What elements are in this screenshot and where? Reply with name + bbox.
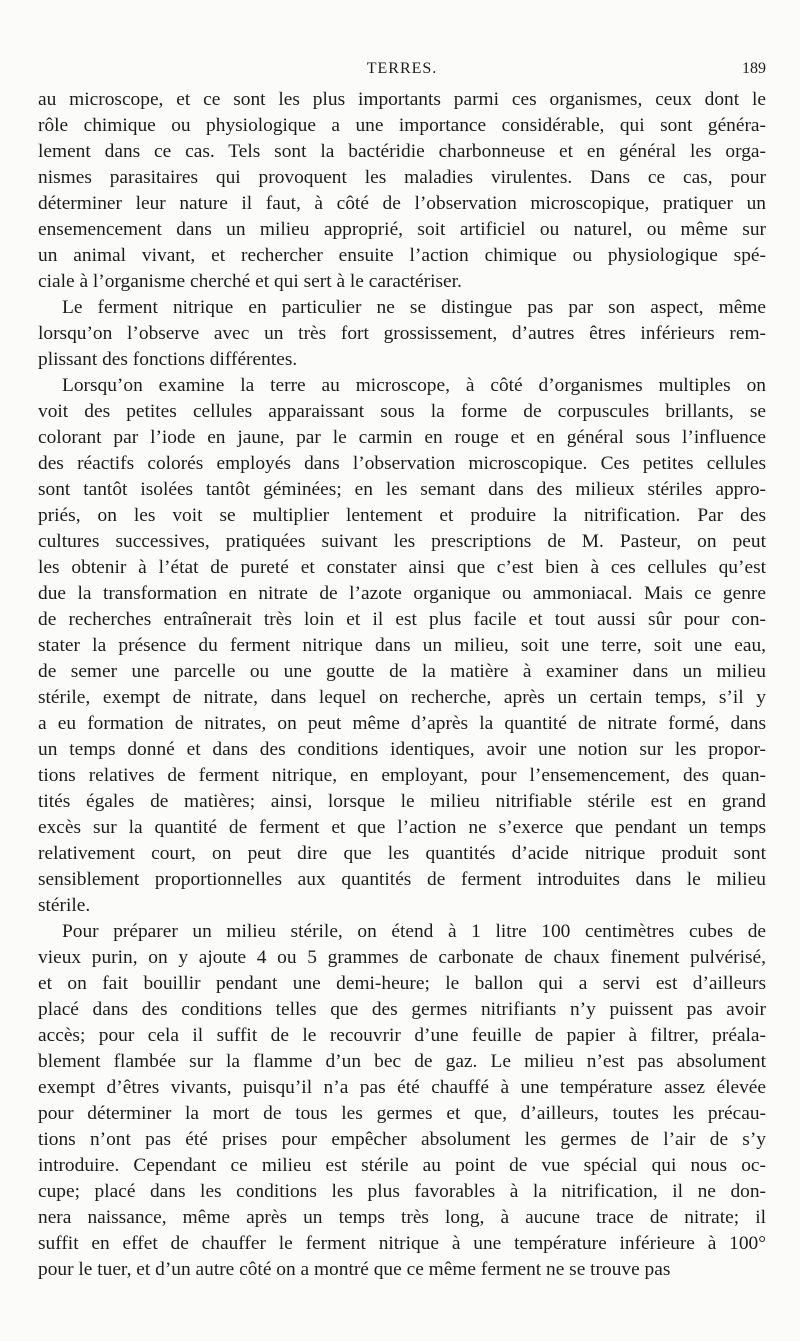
text-line: plissant des fonctions différentes. [38,349,298,370]
running-head [38,58,766,80]
text-line: les obtenir à l’état de pureté et constater ainsi que c’est bien à ces cellules qu’est [38,557,766,578]
text-line: Lorsqu’on examine la terre au microscope, à côté d’organismes multiples on [62,375,766,396]
text-line: placé dans des conditions telles que des germes nitrifiants n’y puissent pas avoir [38,999,766,1020]
text-line: cultures successives, pratiquées suivant les prescriptions de M. Pasteur, on peut [38,531,766,552]
text-line: Le ferment nitrique en particulier ne se distingue pas par son aspect, même [62,297,766,318]
text-line: sensiblement proportionnelles aux quantités de ferment introduites dans le milieu [38,869,766,890]
text-line: relativement court, on peut dire que les quantités d’acide nitrique produit sont [38,843,766,864]
text-line: déterminer leur nature il faut, à côté de l’observation microscopique, pratiquer un [38,193,766,214]
text-line: due la transformation en nitrate de l’azote organique ou ammoniacal. Mais ce genre [38,583,766,604]
body-text [38,87,766,1283]
text-line: de recherches entraînerait très loin et il est plus facile et tout aussi sûr pour con- [38,609,766,630]
text-line: Pour préparer un milieu stérile, on étend à 1 litre 100 centimètres cubes de [62,921,766,942]
text-line: stérile, exempt de nitrate, dans lequel on recherche, après un certain temps, s’il y [38,687,766,708]
text-line: des réactifs colorés employés dans l’observation microscopique. Ces petites cellules [38,453,766,474]
text-line: ciale à l’organisme cherché et qui sert à le caractériser. [38,271,462,292]
text-line: tions relatives de ferment nitrique, en employant, pour l’ensemencement, des quan- [38,765,766,786]
text-line: sont tantôt isolées tantôt géminées; en les semant dans des milieux stériles appro- [38,479,766,500]
paragraph [38,373,766,919]
text-line: priés, on les voit se multiplier lentement et produire la nitrification. Par des [38,505,766,526]
text-line: tités égales de matières; ainsi, lorsque le milieu nitrifiable stérile est en grand [38,791,766,812]
page-number: 189 [742,60,766,77]
text-line: nismes parasitaires qui provoquent les maladies virulentes. Dans ce cas, pour [38,167,766,188]
text-line: exempt d’êtres vivants, puisqu’il n’a pas été chauffé à une température assez élevée [38,1077,766,1098]
paragraph [38,295,766,373]
text-line: lorsqu’on l’observe avec un très fort grossissement, d’autres êtres inférieurs rem- [38,323,766,344]
paragraph [38,919,766,1283]
text-line: introduire. Cependant ce milieu est stérile au point de vue spécial qui nous oc- [38,1155,766,1176]
text-line: suffit en effet de chauffer le ferment nitrique à une température inférieure à 100° [38,1233,766,1254]
text-line: un temps donné et dans des conditions identiques, avoir une notion sur les propor- [38,739,766,760]
text-line: blement flambée sur la flamme d’un bec de gaz. Le milieu n’est pas absolument [38,1051,766,1072]
text-line: et on fait bouillir pendant une demi-heure; le ballon qui a servi est d’ailleurs [38,973,766,994]
text-line: a eu formation de nitrates, on peut même d’après la quantité de nitrate formé, dans [38,713,766,734]
text-line: accès; pour cela il suffit de le recouvrir d’une feuille de papier à filtrer, préala- [38,1025,766,1046]
text-line: un animal vivant, et rechercher ensuite l’action chimique ou physiologique spé- [38,245,766,266]
text-line: pour le tuer, et d’un autre côté on a montré que ce même ferment ne se trouve pas [38,1259,671,1280]
text-line: lement dans ce cas. Tels sont la bactéridie charbonneuse et en général les orga- [38,141,766,162]
text-line: colorant par l’iode en jaune, par le carmin en rouge et en général sous l’influence [38,427,766,448]
text-line: voit des petites cellules apparaissant sous la forme de corpuscules brillants, se [38,401,766,422]
text-line: rôle chimique ou physiologique a une importance considérable, qui sont généra- [38,115,766,136]
text-line: vieux purin, on y ajoute 4 ou 5 grammes de carbonate de chaux finement pulvérisé, [38,947,766,968]
paragraph [38,87,766,295]
text-line: stater la présence du ferment nitrique dans un milieu, soit une terre, soit une eau, [38,635,766,656]
text-line: au microscope, et ce sont les plus importants parmi ces organismes, ceux dont le [38,89,766,110]
text-line: cupe; placé dans les conditions les plus favorables à la nitrification, il ne don- [38,1181,766,1202]
text-line: nera naissance, même après un temps très long, à aucune trace de nitrate; il [38,1207,766,1228]
text-line: stérile. [38,895,91,916]
text-line: excès sur la quantité de ferment et que l’action ne s’exerce que pendant un temps [38,817,766,838]
text-line: ensemencement dans un milieu approprié, soit artificiel ou naturel, ou même sur [38,219,766,240]
text-line: tions n’ont pas été prises pour empêcher absolument les germes de l’air de s’y [38,1129,766,1150]
text-line: de semer une parcelle ou une goutte de la matière à examiner dans un milieu [38,661,766,682]
running-title: TERRES. [366,60,438,77]
text-line: pour déterminer la mort de tous les germes et que, d’ailleurs, toutes les précau- [38,1103,766,1124]
